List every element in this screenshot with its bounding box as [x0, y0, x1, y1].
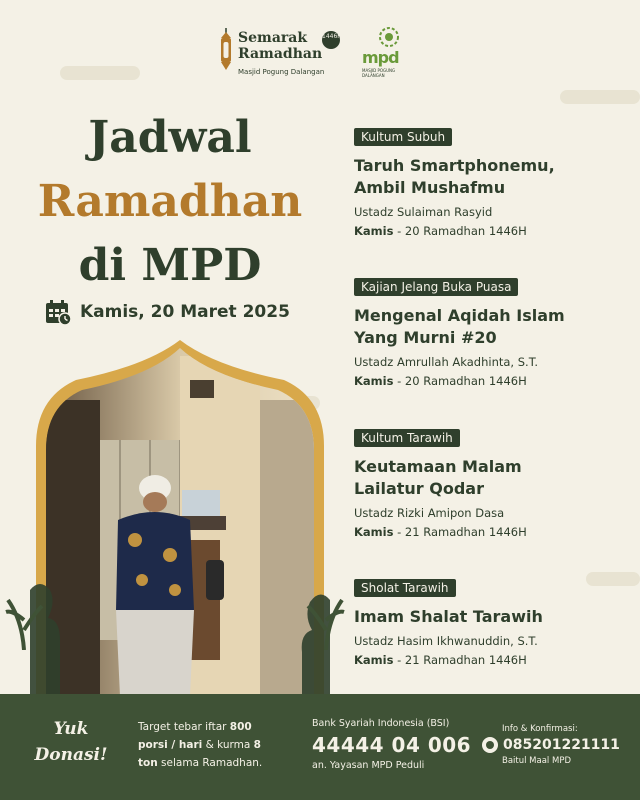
target-text: Target tebar iftar [138, 721, 230, 733]
target-unit: porsi / hari [138, 739, 203, 751]
session-day: Kamis [354, 374, 394, 388]
schedule-item [354, 427, 624, 539]
mpd-subtitle: MASJID POGUNG DALANGAN [362, 68, 396, 78]
palm-leaf-icon [4, 590, 44, 650]
donation-call [26, 716, 116, 768]
calendar-icon [44, 298, 72, 326]
session-title-line: Mengenal Aqidah Islam [354, 306, 565, 325]
session-title-line: Taruh Smartphonemu, [354, 156, 555, 175]
session-title [354, 155, 624, 199]
session-date [354, 525, 624, 539]
contact-org: Baitul Maal MPD [502, 756, 572, 766]
bank-info [312, 718, 472, 771]
contact-label: Info & Konfirmasi: [502, 724, 578, 734]
donation-target [138, 718, 288, 772]
schedule-item [354, 126, 624, 238]
contact-info [482, 724, 632, 766]
session-title [354, 305, 624, 349]
session-hijri-date: - 20 Ramadhan 1446H [393, 374, 527, 388]
session-title-line: Keutamaan Malam [354, 457, 522, 476]
contact-phone: 085201221111 [503, 737, 620, 753]
title-line-3: di MPD [78, 240, 262, 291]
date-text: Kamis, 20 Maret 2025 [80, 302, 290, 322]
mosque-photo-arch [30, 340, 330, 696]
schedule-item [354, 577, 624, 667]
speaker-name: Ustadz Rizki Amipon Dasa [354, 506, 505, 520]
whatsapp-icon [482, 737, 498, 753]
year-badge: 1446H [322, 31, 340, 49]
session-hijri-date: - 21 Ramadhan 1446H [393, 653, 527, 667]
session-tag: Kultum Tarawih [354, 429, 460, 447]
session-date [354, 374, 624, 388]
session-title-line: Lailatur Qodar [354, 479, 484, 498]
logo-title [238, 30, 322, 62]
palm-leaf-icon [306, 590, 346, 650]
session-title [354, 606, 624, 628]
session-tag: Kultum Subuh [354, 128, 452, 146]
donation-call-line: Donasi! [34, 745, 108, 765]
session-tag: Sholat Tarawih [354, 579, 456, 597]
session-day: Kamis [354, 525, 394, 539]
session-day: Kamis [354, 653, 394, 667]
decorative-cloud [60, 66, 140, 80]
target-text: & kurma [202, 739, 254, 751]
session-title [354, 456, 624, 500]
donation-footer [0, 694, 640, 800]
session-hijri-date: - 20 Ramadhan 1446H [393, 224, 527, 238]
bank-name: Bank Syariah Indonesia (BSI) [312, 718, 450, 729]
target-dates-amount: 8 [253, 739, 261, 751]
bank-account-owner: an. Yayasan MPD Peduli [312, 760, 425, 771]
decorative-cloud [560, 90, 640, 104]
target-portions: 800 [229, 721, 252, 733]
mpd-logo [360, 26, 420, 82]
photo-imam-praying [30, 340, 330, 696]
title-line-1: Jadwal [88, 112, 252, 163]
contact-phone-row [482, 737, 632, 753]
logo-subtitle: Masjid Pogung Dalangan [238, 68, 325, 76]
session-date [354, 653, 624, 667]
session-title-line: Ambil Mushafmu [354, 178, 506, 197]
event-date [44, 298, 290, 326]
schedule-item [354, 276, 624, 388]
target-text: selama Ramadhan. [157, 757, 263, 769]
session-tag: Kajian Jelang Buka Puasa [354, 278, 518, 296]
session-title-line: Yang Murni #20 [354, 328, 497, 347]
logo-line-2: Ramadhan [238, 46, 323, 62]
speaker-name: Ustadz Sulaiman Rasyid [354, 205, 493, 219]
bank-account-number: 44444 04 006 [312, 733, 472, 757]
mpd-wordmark: mpd [362, 48, 399, 67]
session-title-line: Imam Shalat Tarawih [354, 607, 543, 626]
mpd-emblem-icon [376, 26, 402, 48]
speaker-name: Ustadz Amrullah Akadhinta, S.T. [354, 355, 539, 369]
target-dates-unit: ton [138, 757, 158, 769]
session-date [354, 224, 624, 238]
lantern-icon [218, 28, 234, 72]
session-day: Kamis [354, 224, 394, 238]
speaker-name: Ustadz Hasim Ikhwanuddin, S.T. [354, 634, 538, 648]
title-line-2: Ramadhan [37, 176, 303, 227]
semarak-ramadhan-logo [218, 26, 348, 82]
session-hijri-date: - 21 Ramadhan 1446H [393, 525, 527, 539]
donation-call-line: Yuk [53, 719, 89, 739]
logo-line-1: Semarak [238, 30, 308, 46]
